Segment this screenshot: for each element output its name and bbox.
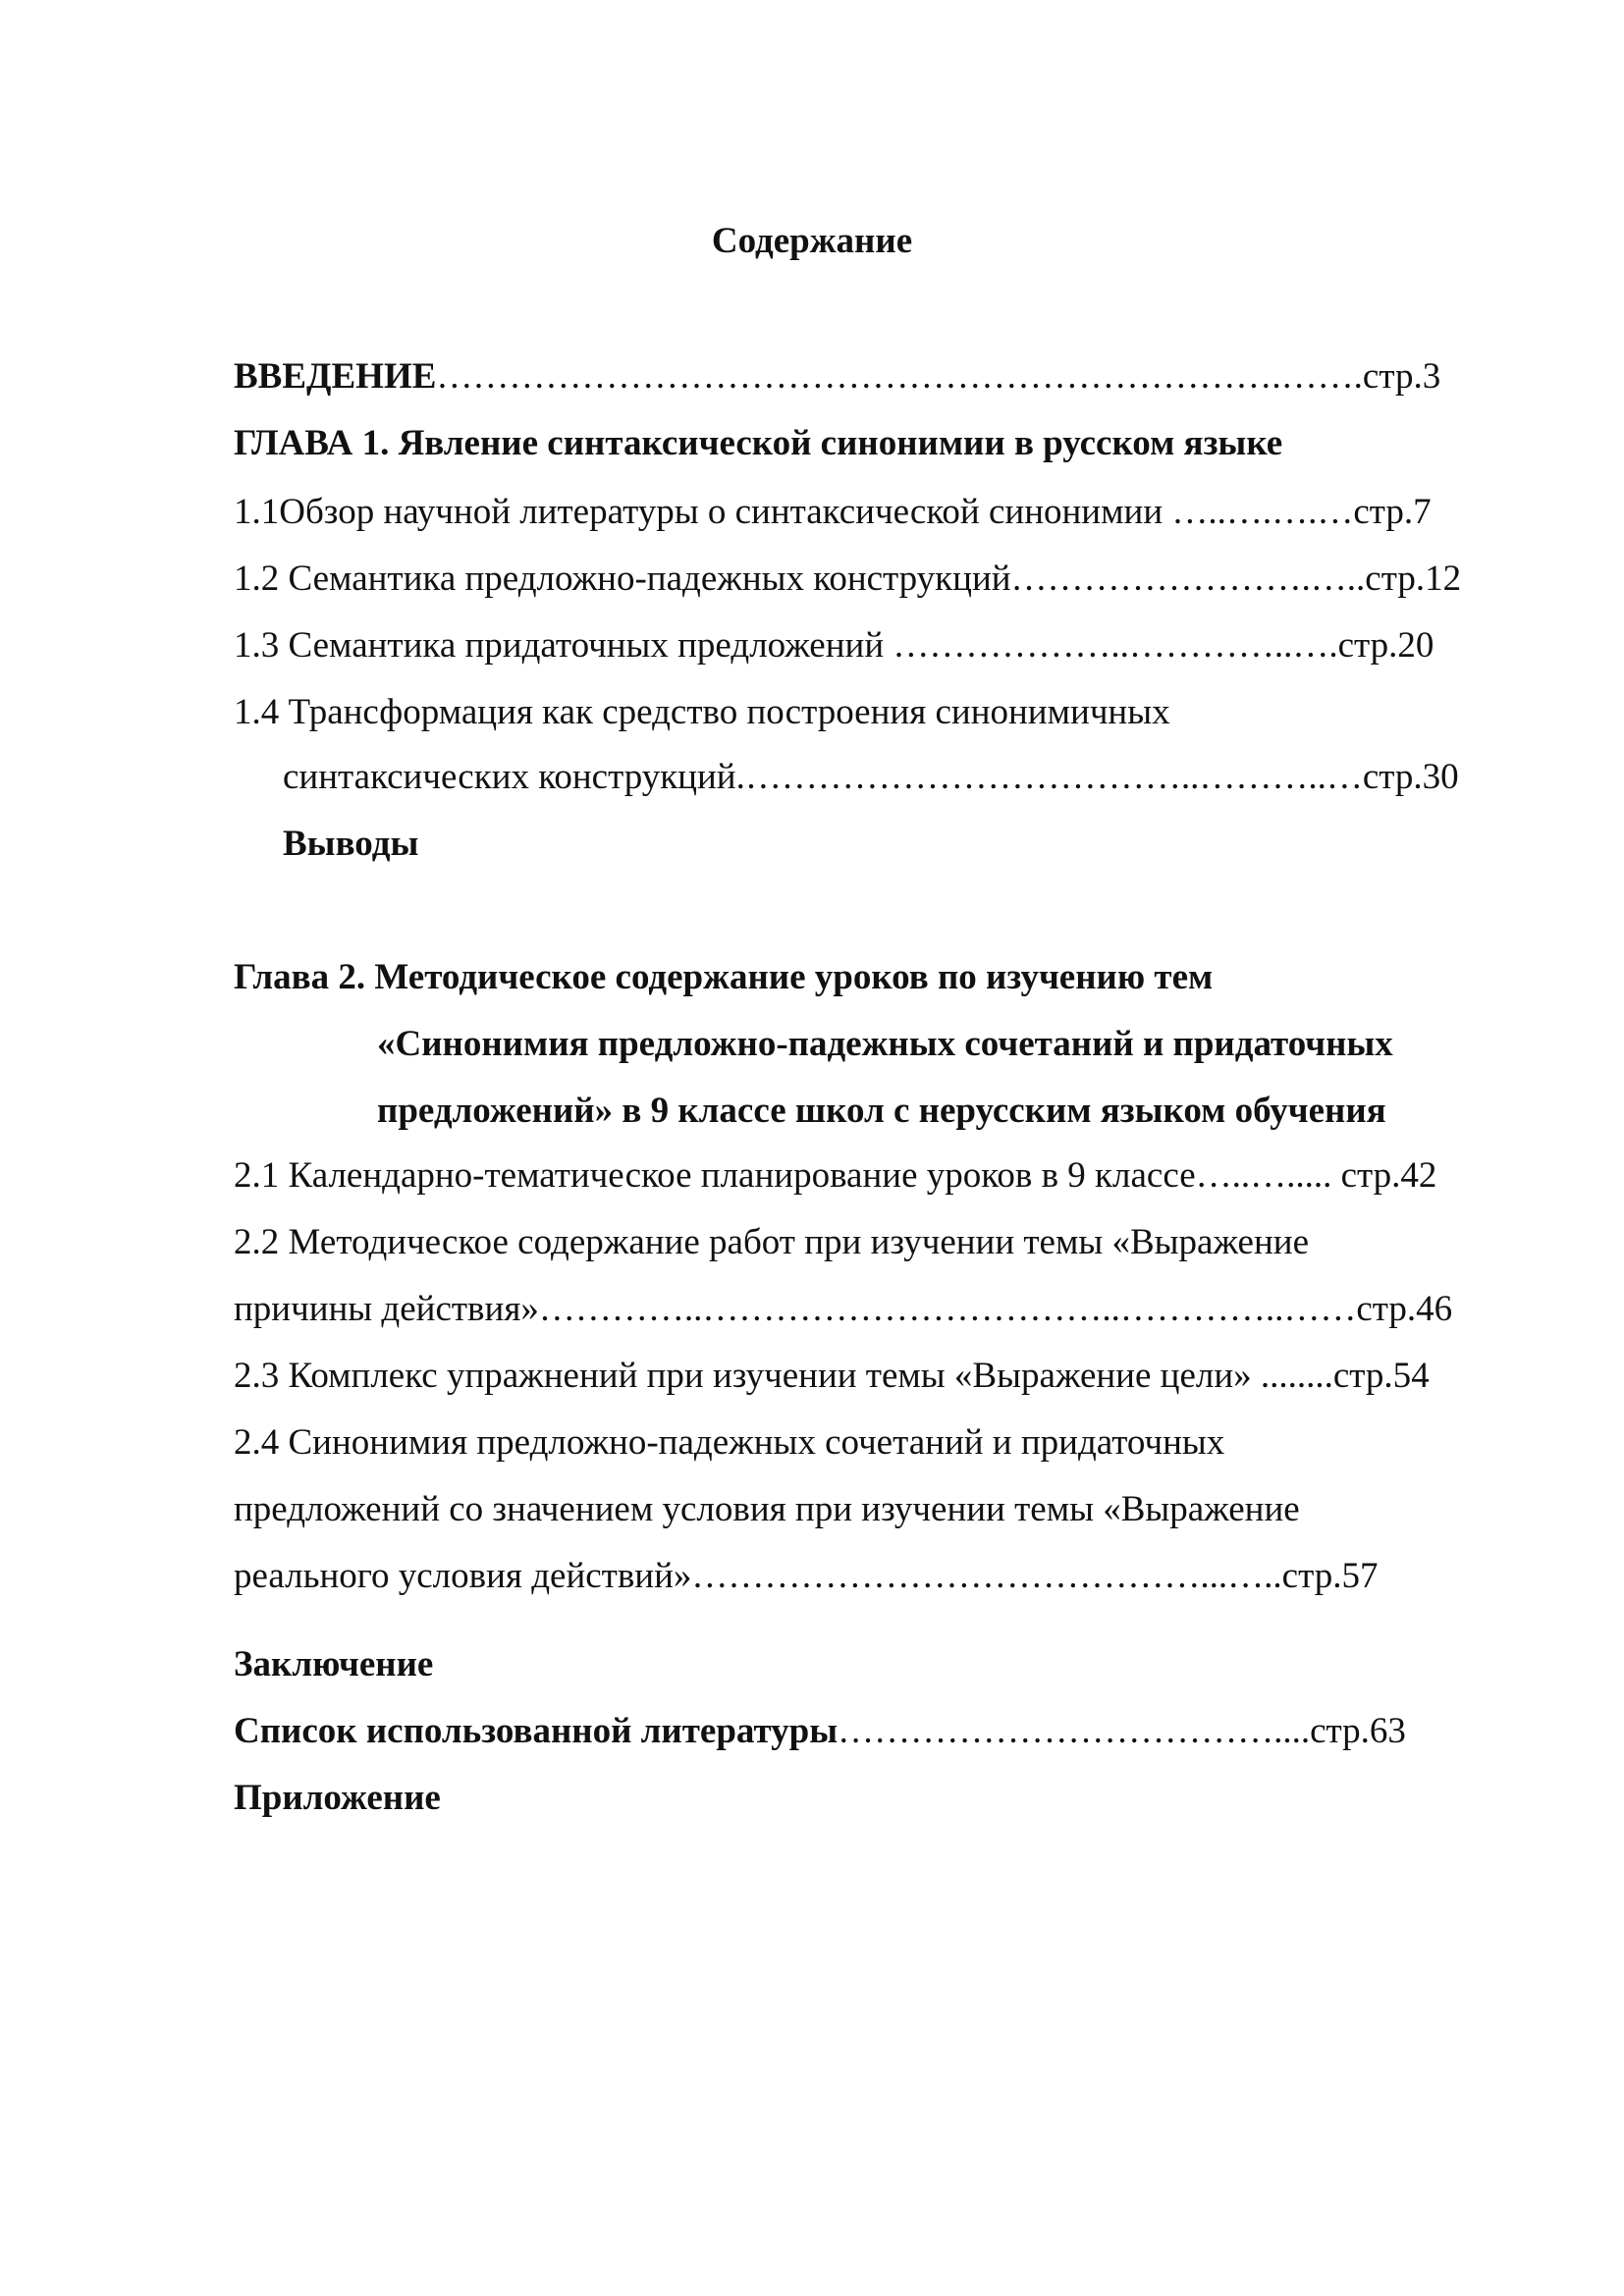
- toc-bibliography: [234, 1708, 1406, 1755]
- toc-bibliography-leader: ………………………………....: [838, 1711, 1311, 1751]
- toc-chapter2-heading-line1: Глава 2. Методическое содержание уроков по изучению тем: [234, 957, 1214, 997]
- toc-intro-leader: …………………………………………………………….……: [436, 356, 1354, 397]
- toc-section-2-1: 2.1 Календарно-тематическое планирование уроков в 9 классе…..…..... стр.42: [234, 1155, 1437, 1196]
- toc-section-1-1: 1.1Обзор научной литературы о синтаксической синонимии …..….….…стр.7: [234, 492, 1432, 532]
- toc-section-2-4-line2: предложений со значением условия при изучении темы «Выражение: [234, 1489, 1300, 1529]
- toc-conclusion: Заключение: [234, 1644, 434, 1684]
- toc-section-2-4-line1: 2.4 Синонимия предложно-падежных сочетаний и придаточных: [234, 1422, 1225, 1463]
- toc-chapter2-heading-line3: предложений» в 9 классе школ с нерусским языком обучения: [377, 1091, 1386, 1131]
- toc-section-1-4-line1: 1.4 Трансформация как средство построения синонимичных: [234, 692, 1170, 732]
- toc-section-2-2-line1: 2.2 Методическое содержание работ при изучении темы «Выражение: [234, 1222, 1309, 1262]
- toc-section-1-4-line2: синтаксических конструкций.………………………………..………..…стр.30: [283, 757, 1459, 797]
- toc-bibliography-label: Список использованной литературы: [234, 1711, 839, 1751]
- toc-section-1-2: 1.2 Семантика предложно-падежных конструкций…………………….…..стр.12: [234, 559, 1462, 599]
- toc-section-2-3: 2.3 Комплекс упражнений при изучении темы «Выражение цели» ........стр.54: [234, 1356, 1430, 1396]
- toc-section-2-4-line3: реального условия действий»……………………………………...…..стр.57: [234, 1556, 1379, 1596]
- toc-chapter1-heading: ГЛАВА 1. Явление синтаксической синонимии в русском языке: [234, 423, 1283, 463]
- toc-intro-page: .стр.3: [1353, 356, 1441, 397]
- toc-conclusions: Выводы: [283, 824, 419, 864]
- toc-section-1-3: 1.3 Семантика придаточных предложений ………………..…………..….стр.20: [234, 625, 1435, 666]
- toc-bibliography-page: стр.63: [1310, 1711, 1406, 1751]
- toc-chapter2-heading-line2: «Синонимия предложно-падежных сочетаний и придаточных: [377, 1024, 1393, 1064]
- toc-appendix: Приложение: [234, 1778, 441, 1818]
- toc-intro: [234, 353, 1440, 400]
- toc-section-2-2-line2: причины действия»…………..……………………………..…………..……стр.46: [234, 1289, 1453, 1329]
- page-title: Содержание: [711, 221, 913, 261]
- toc-intro-label: ВВЕДЕНИЕ: [234, 356, 437, 397]
